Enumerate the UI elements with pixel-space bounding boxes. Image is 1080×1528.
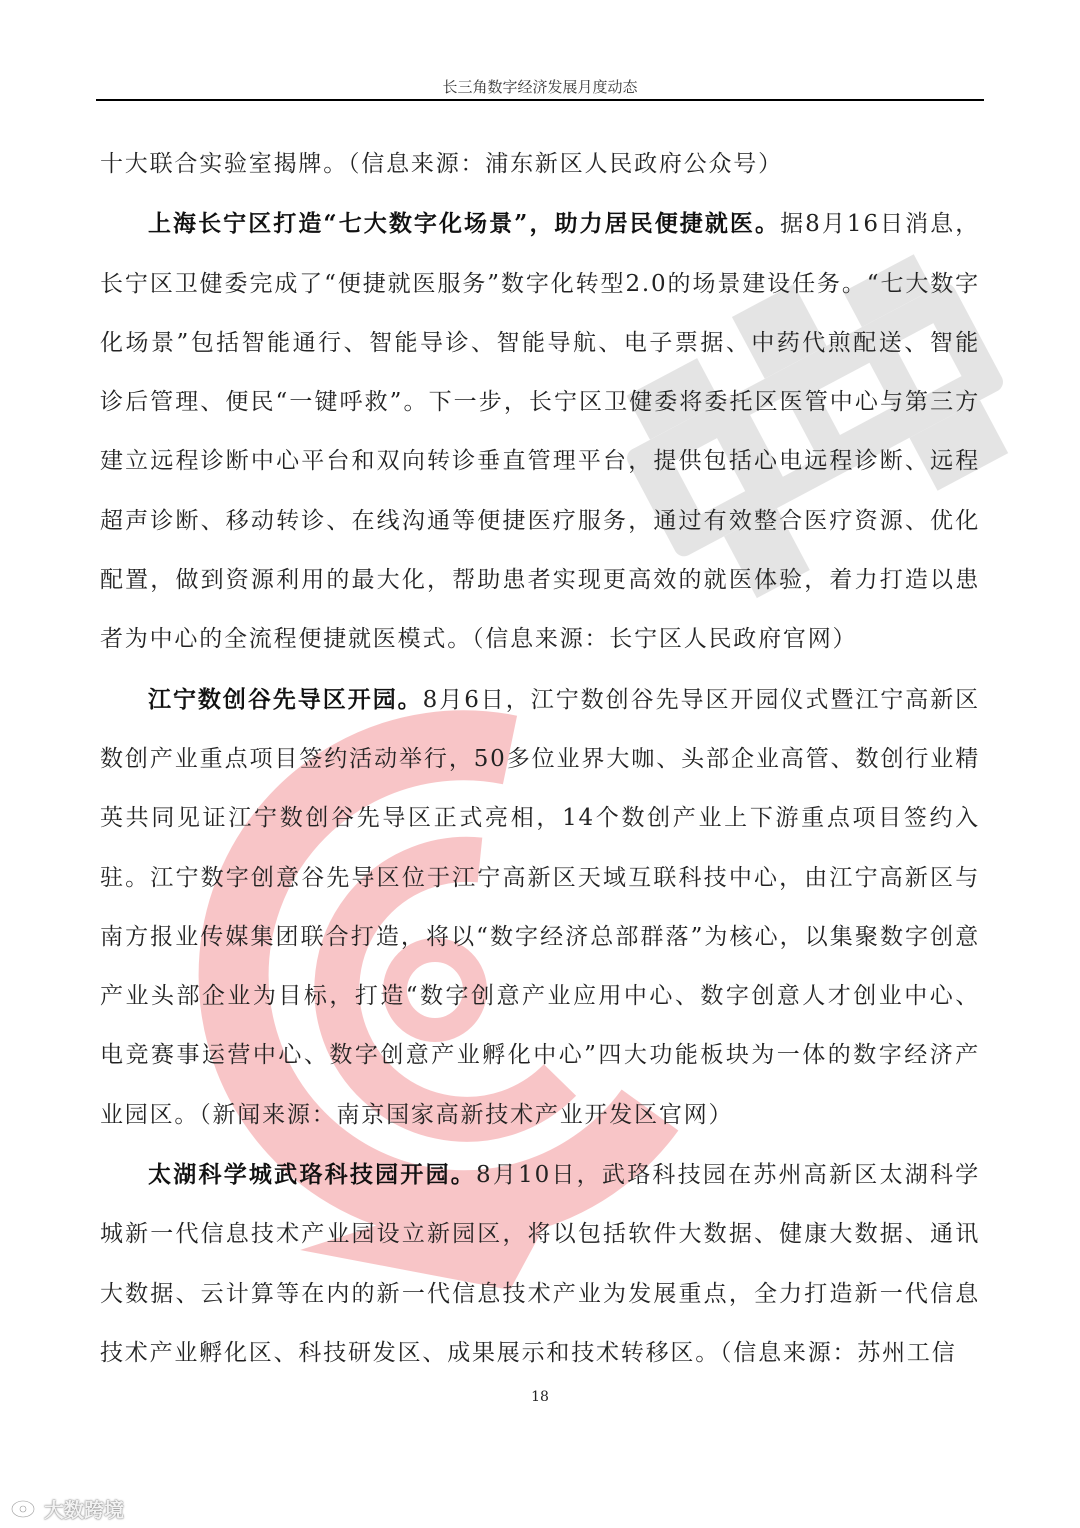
- article-body: 据8月16日消息，长宁区卫健委完成了“便捷就医服务”数字化转型2.0的场景建设任务。“七大数字化场景”包括智能通行、智能导诊、智能导航、电子票据、中药代煎配送、智能诊后管理、便民“一键呼救”。下一步，长宁区卫健委将委托区医管中心与第三方建立远程诊断中心平台和双向转诊垂直管理平台，提供包括心电远程诊断、远程超声诊断、移动转诊、在线沟通等便捷医疗服务，通过有效整合医疗资源、优化配置，做到资源利用的最大化，帮助患者实现更高效的就医体验，着力打造以患者为中心的全流程便捷就医模式。（信息来源：长宁区人民政府官网）: [100, 211, 980, 653]
- page-number: 18: [531, 1389, 549, 1405]
- continuation-paragraph: 十大联合实验室揭牌。（信息来源：浦东新区人民政府公众号）: [100, 151, 783, 177]
- article-paragraph: [100, 670, 980, 1145]
- footer-brand: 大数跨境: [44, 1497, 124, 1522]
- article-lead: 江宁数创谷先导区开园。: [148, 685, 423, 713]
- document-body: [100, 135, 980, 1383]
- article-lead: 太湖科学城武珞科技园开园。: [148, 1161, 477, 1189]
- running-header: 长三角数字经济发展月度动态: [442, 78, 638, 96]
- article-body: 8月6日，江宁数创谷先导区开园仪式暨江宁高新区数创产业重点项目签约活动举行，50多位业界大咖、头部企业高管、数创行业精英共同见证江宁数创谷先导区正式亮相，14个数创产业上下游重点项目签约入驻。江宁数字创意谷先导区位于江宁高新区天域互联科技中心，由江宁高新区与南方报业传媒集团联合打造，将以“数字经济总部群落”为核心，以集聚数字创意产业头部企业为目标，打造“数字创意产业应用中心、数字创意人才创业中心、电竞赛事运营中心、数字创意产业孵化中心”四大功能板块为一体的数字经济产业园区。（新闻来源：南京国家高新技术产业开发区官网）: [100, 686, 980, 1128]
- weibo-eye-icon: [10, 1496, 40, 1520]
- article-lead: 上海长宁区打造“七大数字化场景”，助力居民便捷就医。: [148, 210, 781, 238]
- header-rule: [96, 99, 984, 101]
- article-paragraph: [100, 194, 980, 669]
- source-watermark: [10, 1494, 124, 1522]
- article-paragraph: [100, 1145, 980, 1383]
- article-body: 8月10日，武珞科技园在苏州高新区太湖科学城新一代信息技术产业园设立新园区，将以包括软件大数据、健康大数据、通讯大数据、云计算等在内的新一代信息技术产业为发展重点，全力打造新一代信息技术产业孵化区、科技研发区、成果展示和技术转移区。（信息来源：苏州工信: [100, 1162, 980, 1366]
